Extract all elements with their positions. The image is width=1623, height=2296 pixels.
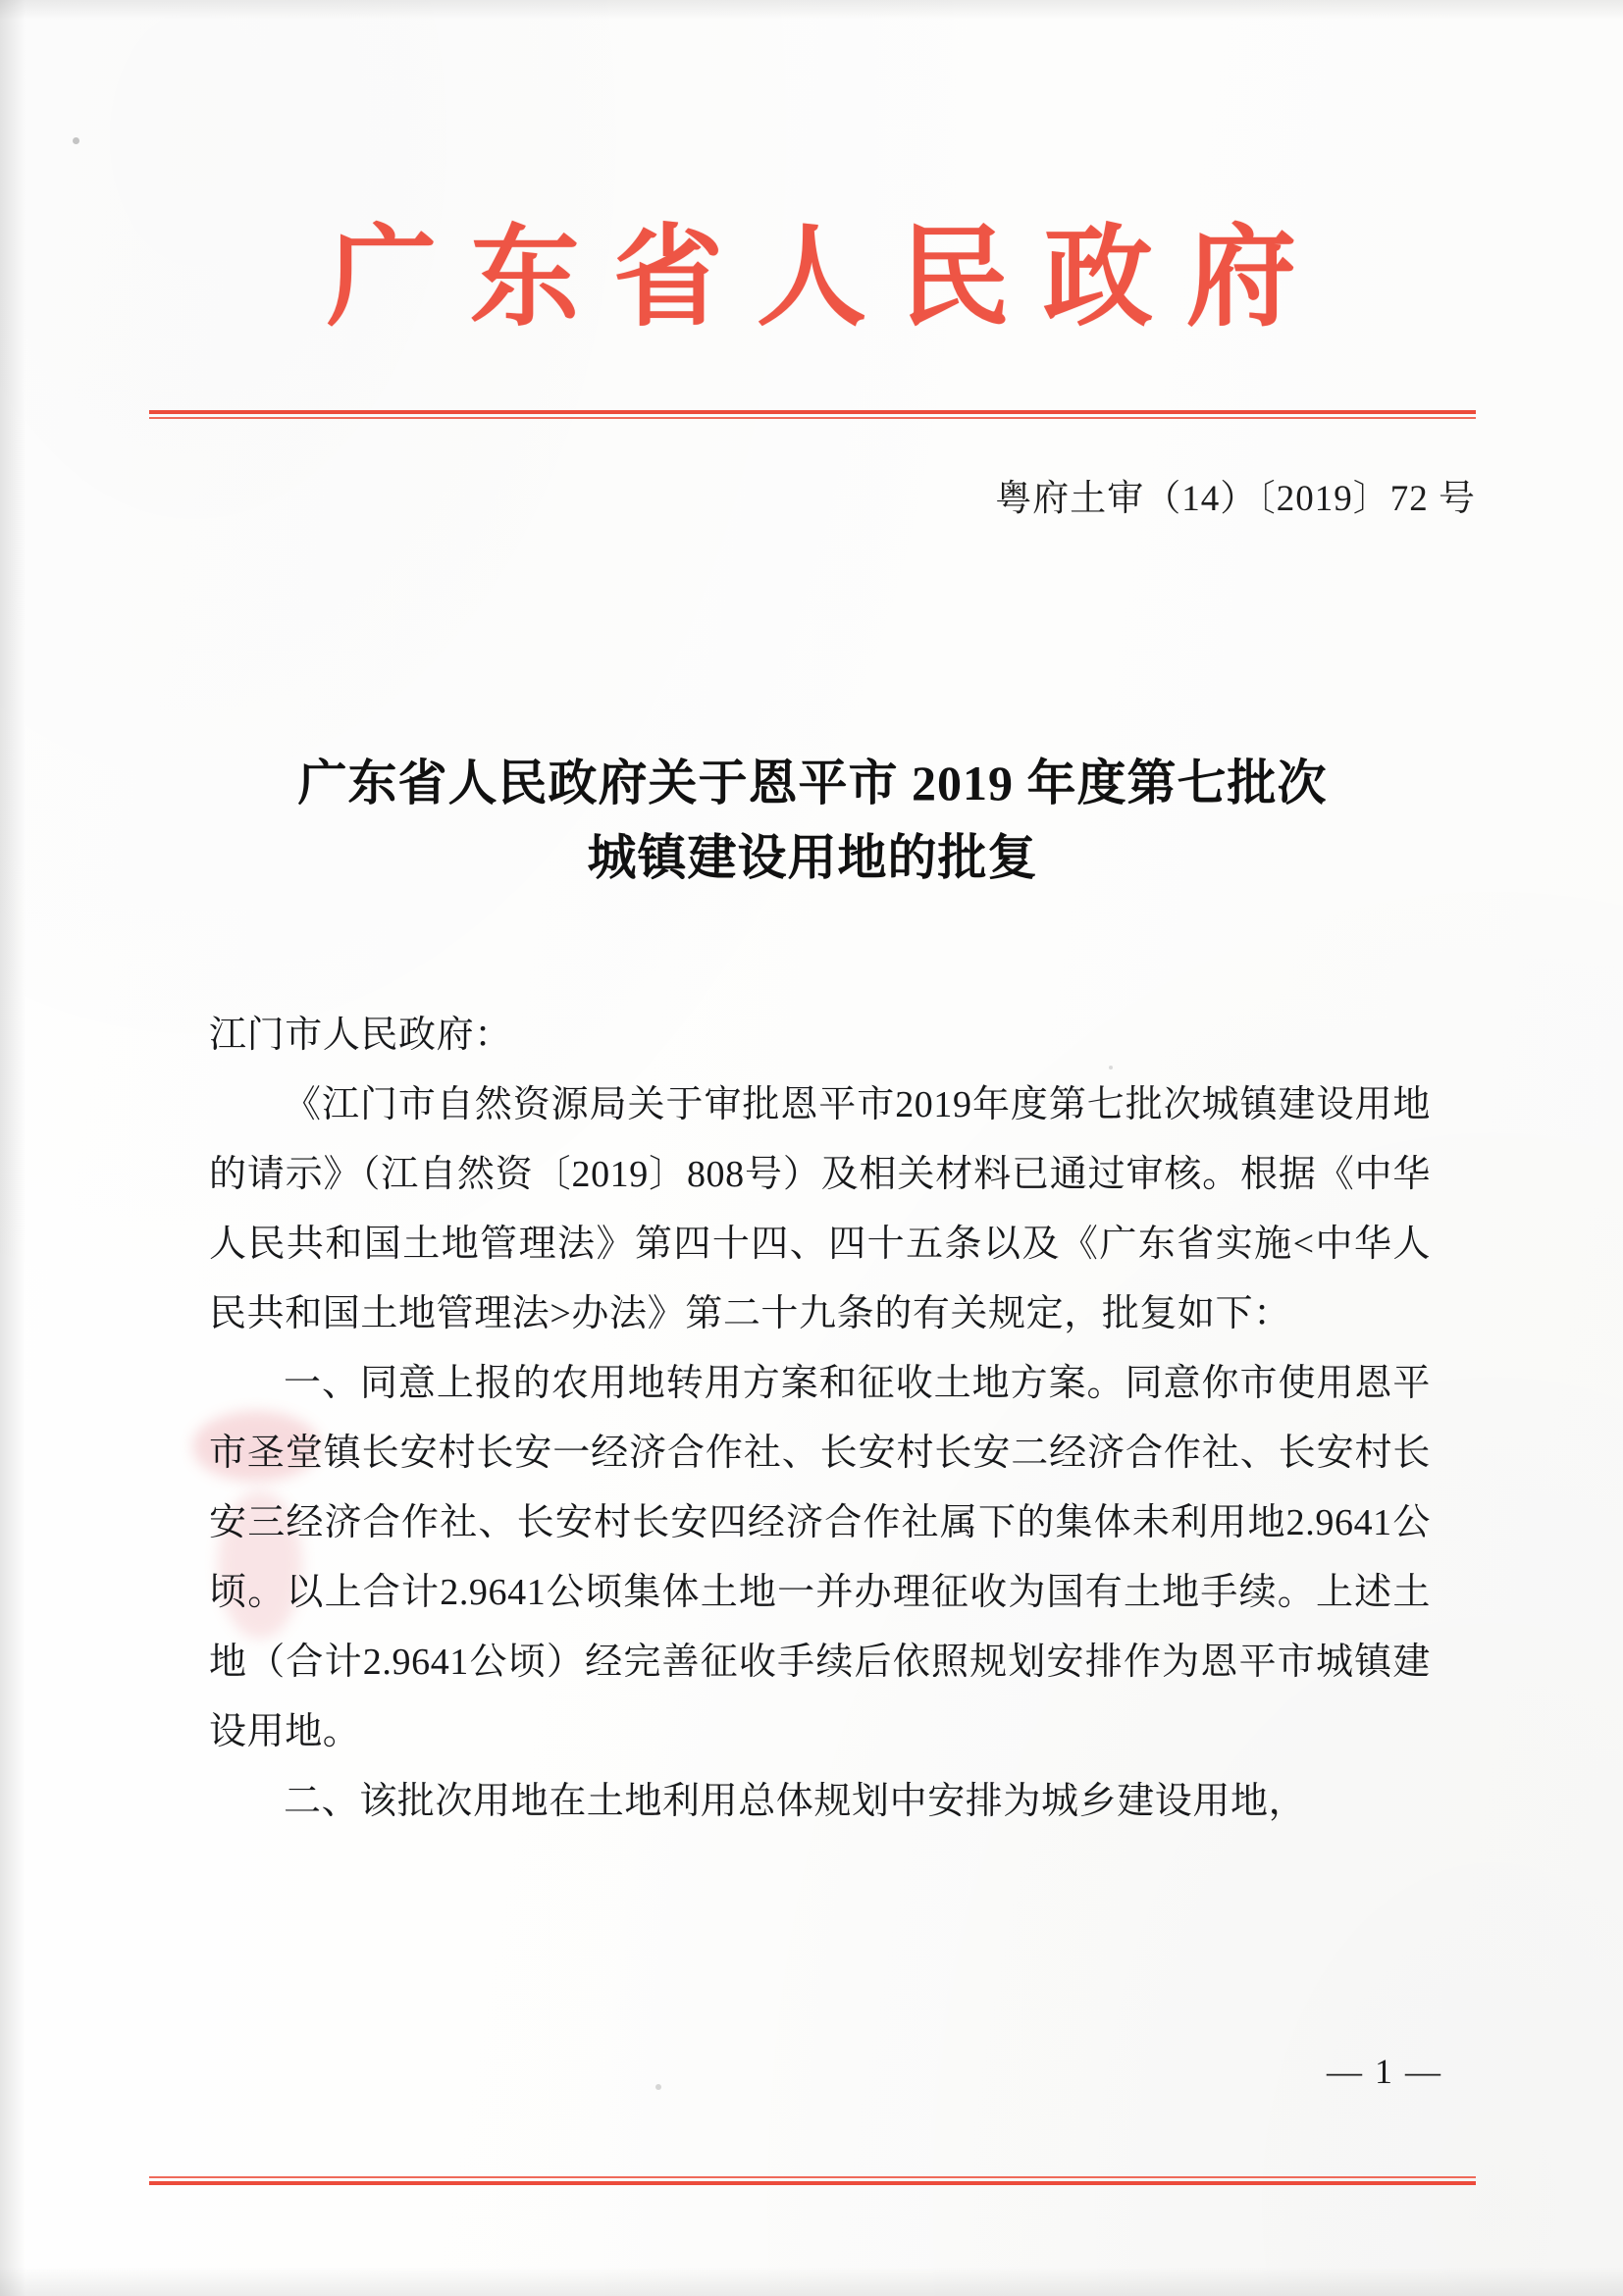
masthead-char-5: 民 [900, 218, 1010, 339]
masthead-title [0, 218, 1623, 339]
divider-rule-thick [149, 410, 1476, 414]
scan-speck [73, 137, 79, 144]
scan-edge-shadow-left [0, 0, 26, 2296]
footer-divider-rule [149, 2176, 1476, 2185]
title-line-1: 广东省人民政府关于恩平市 2019 年度第七批次 [297, 756, 1328, 810]
scan-edge-shadow-bottom [0, 2267, 1623, 2296]
body-paragraph-preamble: 《江门市自然资源局关于审批恩平市2019年度第七批次城镇建设用地的请示》（江自然资〔2019〕808号）及相关材料已通过审核。根据《中华人民共和国土地管理法》第四十四、四十五条以及《广东省实施<中华人民共和国土地管理法>办法》第二十九条的有关规定，批复如下： [209, 1084, 1431, 1334]
title-line-2: 城镇建设用地的批复 [587, 830, 1038, 885]
body-paragraph-item-1: 一、同意上报的农用地转用方案和征收土地方案。同意你市使用恩平市圣堂镇长安村长安一经济合作社、长安村长安二经济合作社、长安村长安三经济合作社、长安村长安四经济合作社属下的集体未利用地2.9641公顷。以上合计2.9641公顷集体土地一并办理征收为国有土地手续。上述土地（合计2.9641公顷）经完善征收手续后依照规划安排作为恩平市城镇建设用地。 [209, 1363, 1431, 1752]
salutation: 江门市人民政府： [209, 1015, 512, 1056]
divider-rule-thin [149, 417, 1476, 419]
page-title [157, 746, 1468, 895]
document-body [209, 1001, 1431, 1837]
masthead-char-4: 人 [757, 218, 866, 339]
masthead-divider-rule [149, 410, 1476, 419]
footer-rule-thick [149, 2181, 1476, 2185]
masthead-char-3: 省 [613, 218, 723, 339]
footer-rule-thin [149, 2176, 1476, 2178]
body-paragraph-item-2: 二、该批次用地在土地利用总体规划中安排为城乡建设用地， [284, 1781, 1307, 1822]
masthead-char-1: 广 [327, 218, 437, 339]
page-number: — 1 — [1327, 2052, 1442, 2091]
document-number: 粤府土审（14）〔2019〕72 号 [995, 479, 1476, 519]
masthead-char-2: 东 [470, 218, 580, 339]
masthead-char-6: 政 [1043, 218, 1153, 339]
scan-edge-shadow-top [0, 0, 1623, 20]
masthead-char-7: 府 [1186, 218, 1296, 339]
